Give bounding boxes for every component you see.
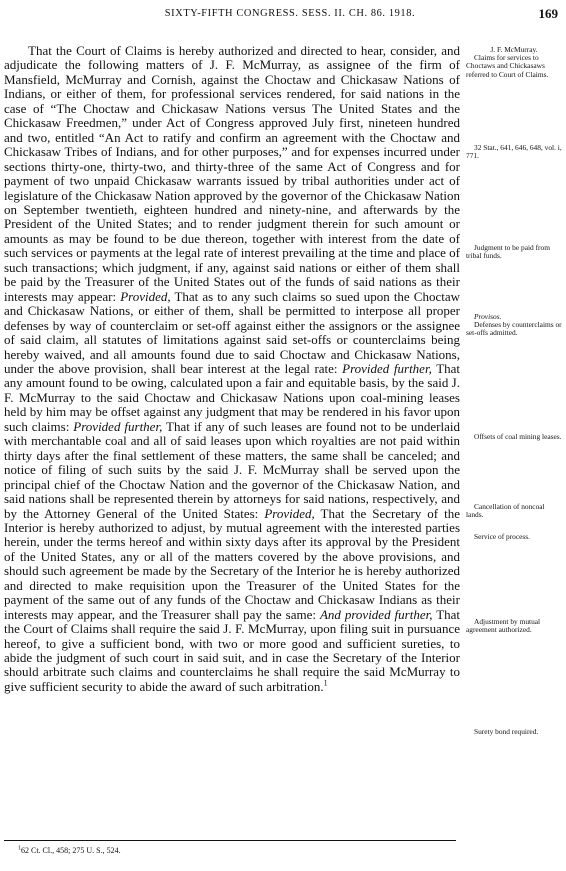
footnote-divider [4, 840, 456, 841]
proviso-keyword: Provided, [264, 505, 315, 521]
footnote-text: 62 Ct. Cl., 458; 275 U. S., 524. [21, 846, 121, 855]
margin-note-mcmurray [466, 46, 562, 79]
text-run: That the Court of Claims is hereby authorized and directed to hear, consider, and adjudicate the following matters of J. F. McMurray, as assignee of the firm of Mansfield, McMurray and Cornish, against the Choctaw and Chickasaw Nations of Indians, or either of them, for professional services rendered, for said nations in the case of “The Choctaw and Chickasaw Nations versus The United States and the Chickasaw Freedmen,” under Act of Congress approved July first, nineteen hundred and two, entitled “An Act to ratify and confirm an agreement with the Choctaw and Chickasaw Tribes of Indians, and for other purposes,” and for expenses incurred under sections thirty-one, thirty-two, and thirty-three of the same Act of Congress and for payment of two unpaid Chickasaw warrants issued by tribal authorities under act of legislature of the Chickasaw Nation approved by the governor of the Chickasaw Nation on September twentieth, eighteen hundred and ninety-nine, and afterwards by the President of the United States; and to render judgment therein for such amount or amounts as may be found to be due thereon, together with interest from the date of such services or payments at the legal rate of interest prevailing at the time and place of such transactions; which judgment, if any, against said nations or either of them shall be paid by the Treasurer of the United States out of the funds of said nations as their interests may appear: [4, 43, 460, 304]
text-run: That as to any such claims so sued upon the Choctaw and Chickasaw Nations, or either of them, shall be permitted to interpose all proper defenses by way of counterclaim or set-off against either the assignors or the assignee of said claim, all statutes of limitations against said set-offs or counterclaims being hereby waived, and all amounts found due to said Choctaw and Chickasaw Nations, under the above provision, shall bear interest at the legal rate: [4, 288, 460, 376]
margin-note-offsets: Offsets of coal mining leases. [474, 432, 562, 441]
margin-note-adjustment: Adjustment by mutual agreement authorized. [466, 617, 541, 635]
footnote-reference[interactable]: 1 [323, 678, 328, 688]
text-run: That if any of such leases are found not to be underlaid with merchantable coal and all of said leases upon which royalties are not paid within thirty days after the final settlement of these matters, the same shall be canceled; and notice of filing of such suits by the said J. F. McMurray shall be served upon the principal chief of the Choctaw Nation and the governor of the Chickasaw Nation, and said nations shall be represented therein by attorneys for said nations, respectively, and by the Attorney General of the United States: [4, 418, 460, 521]
margin-note-title: Provisos. [474, 312, 502, 321]
proviso-keyword: Provided further, [73, 418, 163, 434]
page-header [22, 6, 558, 26]
text-run: That any amount found to be owing, calculated upon a fair and equitable basis, by the said J. F. McMurray to the said Choctaw and Chickasaw Nations upon coal-mining leases held by him may be offset against any judgment that may be rendered in his favor upon such claims: [4, 360, 461, 434]
footnote-marker: 1 [18, 845, 21, 852]
statute-text [4, 44, 460, 694]
margin-note-service: Service of process. [474, 532, 531, 541]
running-head: SIXTY-FIFTH CONGRESS. SESS. II. CH. 86. 1918. [164, 8, 416, 19]
footnote [18, 846, 121, 856]
margin-note-judgment: Judgment to be paid from tribal funds. [466, 243, 550, 261]
margin-note-cancellation: Cancellation of noncoal lands. [466, 502, 545, 520]
margin-note-text: Defenses by counterclaims or set-offs admitted. [466, 320, 562, 338]
margin-note-title: J. F. McMurray. [490, 45, 538, 54]
margin-note-surety: Surety bond required. [474, 727, 539, 736]
statute-paragraph [4, 44, 460, 694]
margin-note-statute-citation: 32 Stat., 641, 646, 648, vol. i, 771. [466, 143, 562, 161]
proviso-keyword: Provided, [120, 288, 171, 304]
margin-note-text: Claims for services to Choctaws and Chickasaws referred to Court of Claims. [466, 53, 549, 79]
text-run: That the Secretary of the Interior is hereby authorized to adjust, by mutual agreement with the interested parties herein, under the terms hereof and within sixty days after its approval by the President of the United States, any or all of the matters covered by the above provisions, and should such agreement be made by the Secretary of the Interior he is hereby authorized and directed to make requisition upon the Treasurer of the United States for the payment of the same out of any funds of the Choctaw and Chickasaw Indians as their interests may appear, and the Treasurer shall pay the same: [4, 505, 461, 622]
text-run: That the Court of Claims shall require the said J. F. McMurray, upon filing suit in pursuance hereof, to give a sufficient bond, with two or more good and sufficient sureties, to abide the judgment of such court in said suit, and in case the Secretary of the Interior should arbitrate such claims and counterclaims he shall require the said McMurray to give sufficient security to abide the award of such arbitration. [4, 606, 461, 694]
margin-note-provisos [466, 313, 562, 338]
proviso-keyword: And provided further, [319, 606, 433, 622]
page-number: 169 [538, 6, 558, 21]
proviso-keyword: Provided further, [342, 360, 432, 376]
